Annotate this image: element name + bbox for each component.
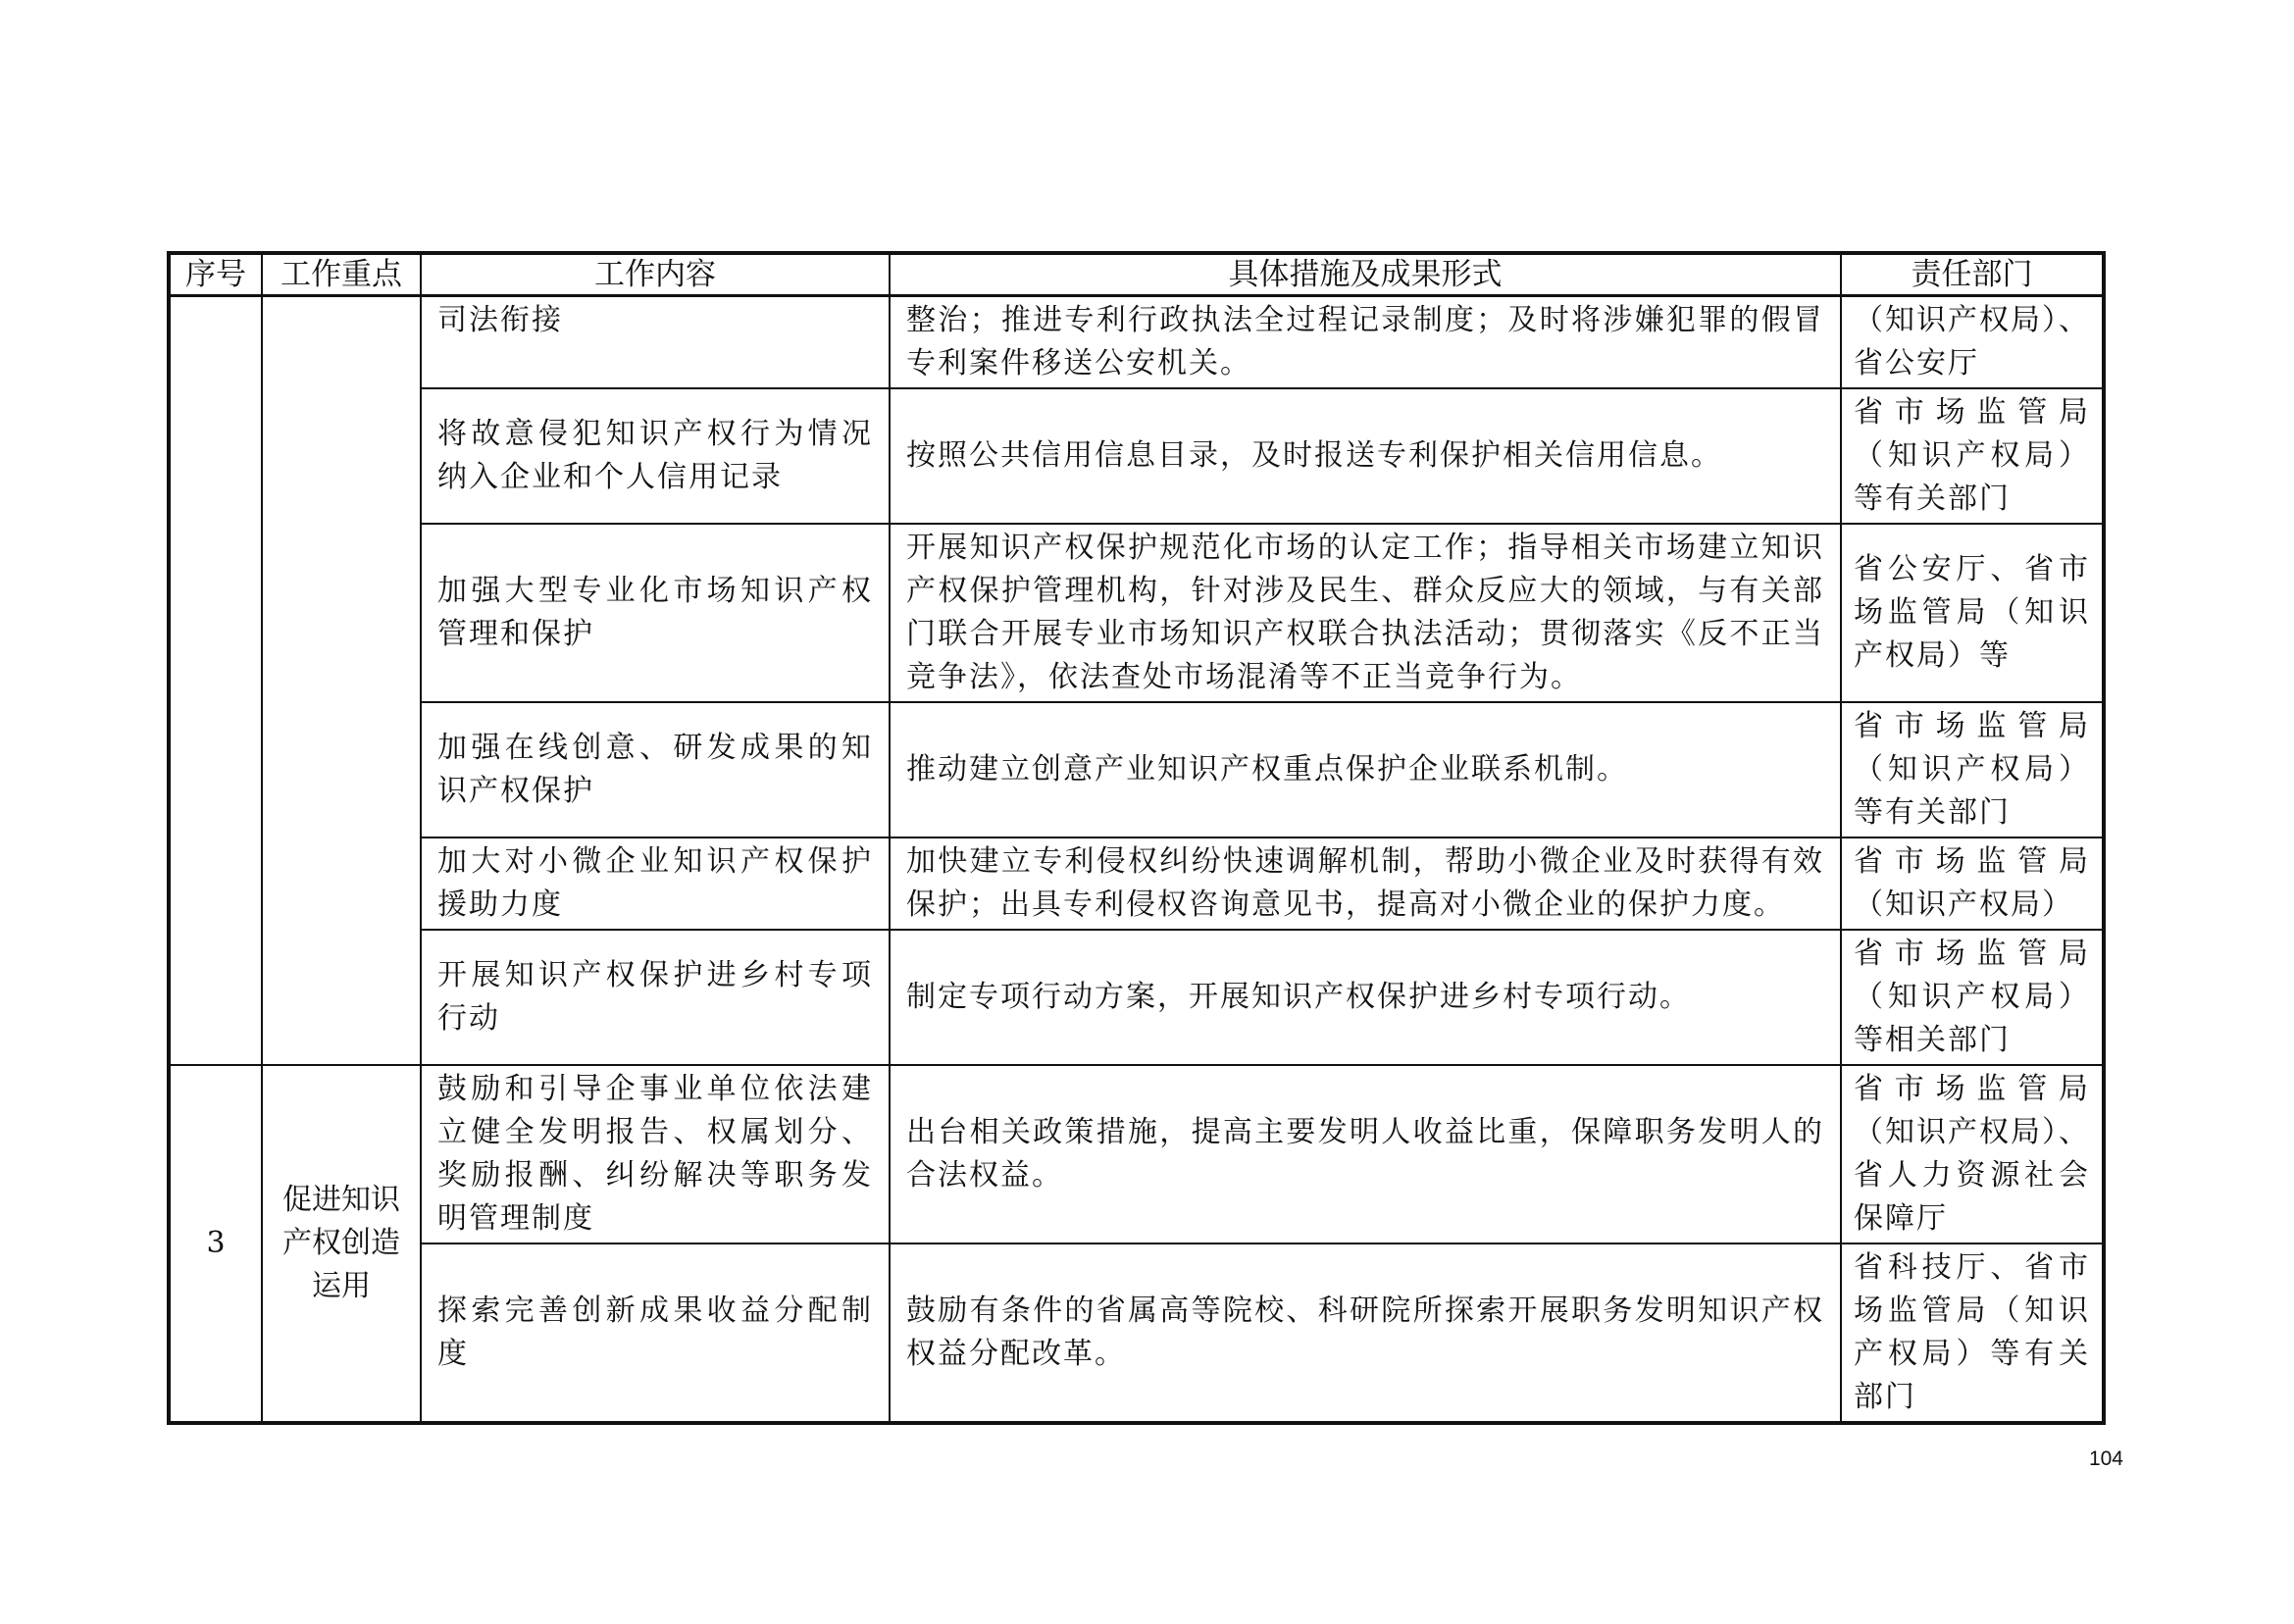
- dept-cell: 省市场监管局（知识产权局）等有关部门: [1841, 702, 2104, 837]
- work-content-cell: 司法衔接: [421, 296, 890, 389]
- measure-cell: 制定专项行动方案，开展知识产权保护进乡村专项行动。: [890, 930, 1841, 1065]
- focus-cell-empty: [262, 296, 421, 1066]
- table-row: [169, 930, 2104, 1065]
- seq-cell: 3: [169, 1065, 262, 1423]
- table-row: [169, 524, 2104, 702]
- work-content-cell: 加强在线创意、研发成果的知识产权保护: [421, 702, 890, 837]
- table-row: [169, 388, 2104, 524]
- header-dept: 责任部门: [1841, 253, 2104, 296]
- header-measure: 具体措施及成果形式: [890, 253, 1841, 296]
- page-number: 104: [2088, 1447, 2123, 1470]
- header-seq: 序号: [169, 253, 262, 296]
- dept-cell: 省市场监管局（知识产权局）等相关部门: [1841, 930, 2104, 1065]
- table-header-row: [169, 253, 2104, 296]
- measure-cell: 开展知识产权保护规范化市场的认定工作；指导相关市场建立知识产权保护管理机构，针对涉及民生、群众反应大的领域，与有关部门联合开展专业市场知识产权联合执法活动；贯彻落实《反不正当竞争法》，依法查处市场混淆等不正当竞争行为。: [890, 524, 1841, 702]
- table-row: [169, 1243, 2104, 1423]
- work-content-cell: 加强大型专业化市场知识产权管理和保护: [421, 524, 890, 702]
- header-focus: 工作重点: [262, 253, 421, 296]
- measure-cell: 按照公共信用信息目录，及时报送专利保护相关信用信息。: [890, 388, 1841, 524]
- dept-cell: （知识产权局）、省公安厅: [1841, 296, 2104, 389]
- work-plan-table: [167, 251, 2106, 1425]
- work-content-cell: 探索完善创新成果收益分配制度: [421, 1243, 890, 1423]
- focus-cell: 促进知识产权创造运用: [262, 1065, 421, 1423]
- table-row: [169, 837, 2104, 930]
- work-content-cell: 将故意侵犯知识产权行为情况纳入企业和个人信用记录: [421, 388, 890, 524]
- measure-cell: 出台相关政策措施，提高主要发明人收益比重，保障职务发明人的合法权益。: [890, 1065, 1841, 1243]
- dept-cell: 省市场监管局（知识产权局）: [1841, 837, 2104, 930]
- table-row: [169, 702, 2104, 837]
- measure-cell: 加快建立专利侵权纠纷快速调解机制，帮助小微企业及时获得有效保护；出具专利侵权咨询意见书，提高对小微企业的保护力度。: [890, 837, 1841, 930]
- measure-cell: 整治；推进专利行政执法全过程记录制度；及时将涉嫌犯罪的假冒专利案件移送公安机关。: [890, 296, 1841, 389]
- header-content: 工作内容: [421, 253, 890, 296]
- dept-cell: 省公安厅、省市场监管局（知识产权局）等: [1841, 524, 2104, 702]
- work-content-cell: 鼓励和引导企事业单位依法建立健全发明报告、权属划分、奖励报酬、纠纷解决等职务发明管理制度: [421, 1065, 890, 1243]
- seq-cell-empty: [169, 296, 262, 1066]
- dept-cell: 省市场监管局（知识产权局）、省人力资源社会保障厅: [1841, 1065, 2104, 1243]
- work-content-cell: 加大对小微企业知识产权保护援助力度: [421, 837, 890, 930]
- measure-cell: 鼓励有条件的省属高等院校、科研院所探索开展职务发明知识产权权益分配改革。: [890, 1243, 1841, 1423]
- measure-cell: 推动建立创意产业知识产权重点保护企业联系机制。: [890, 702, 1841, 837]
- table-row: [169, 1065, 2104, 1243]
- table-row: [169, 296, 2104, 389]
- work-content-cell: 开展知识产权保护进乡村专项行动: [421, 930, 890, 1065]
- dept-cell: 省科技厅、省市场监管局（知识产权局）等有关部门: [1841, 1243, 2104, 1423]
- dept-cell: 省市场监管局（知识产权局）等有关部门: [1841, 388, 2104, 524]
